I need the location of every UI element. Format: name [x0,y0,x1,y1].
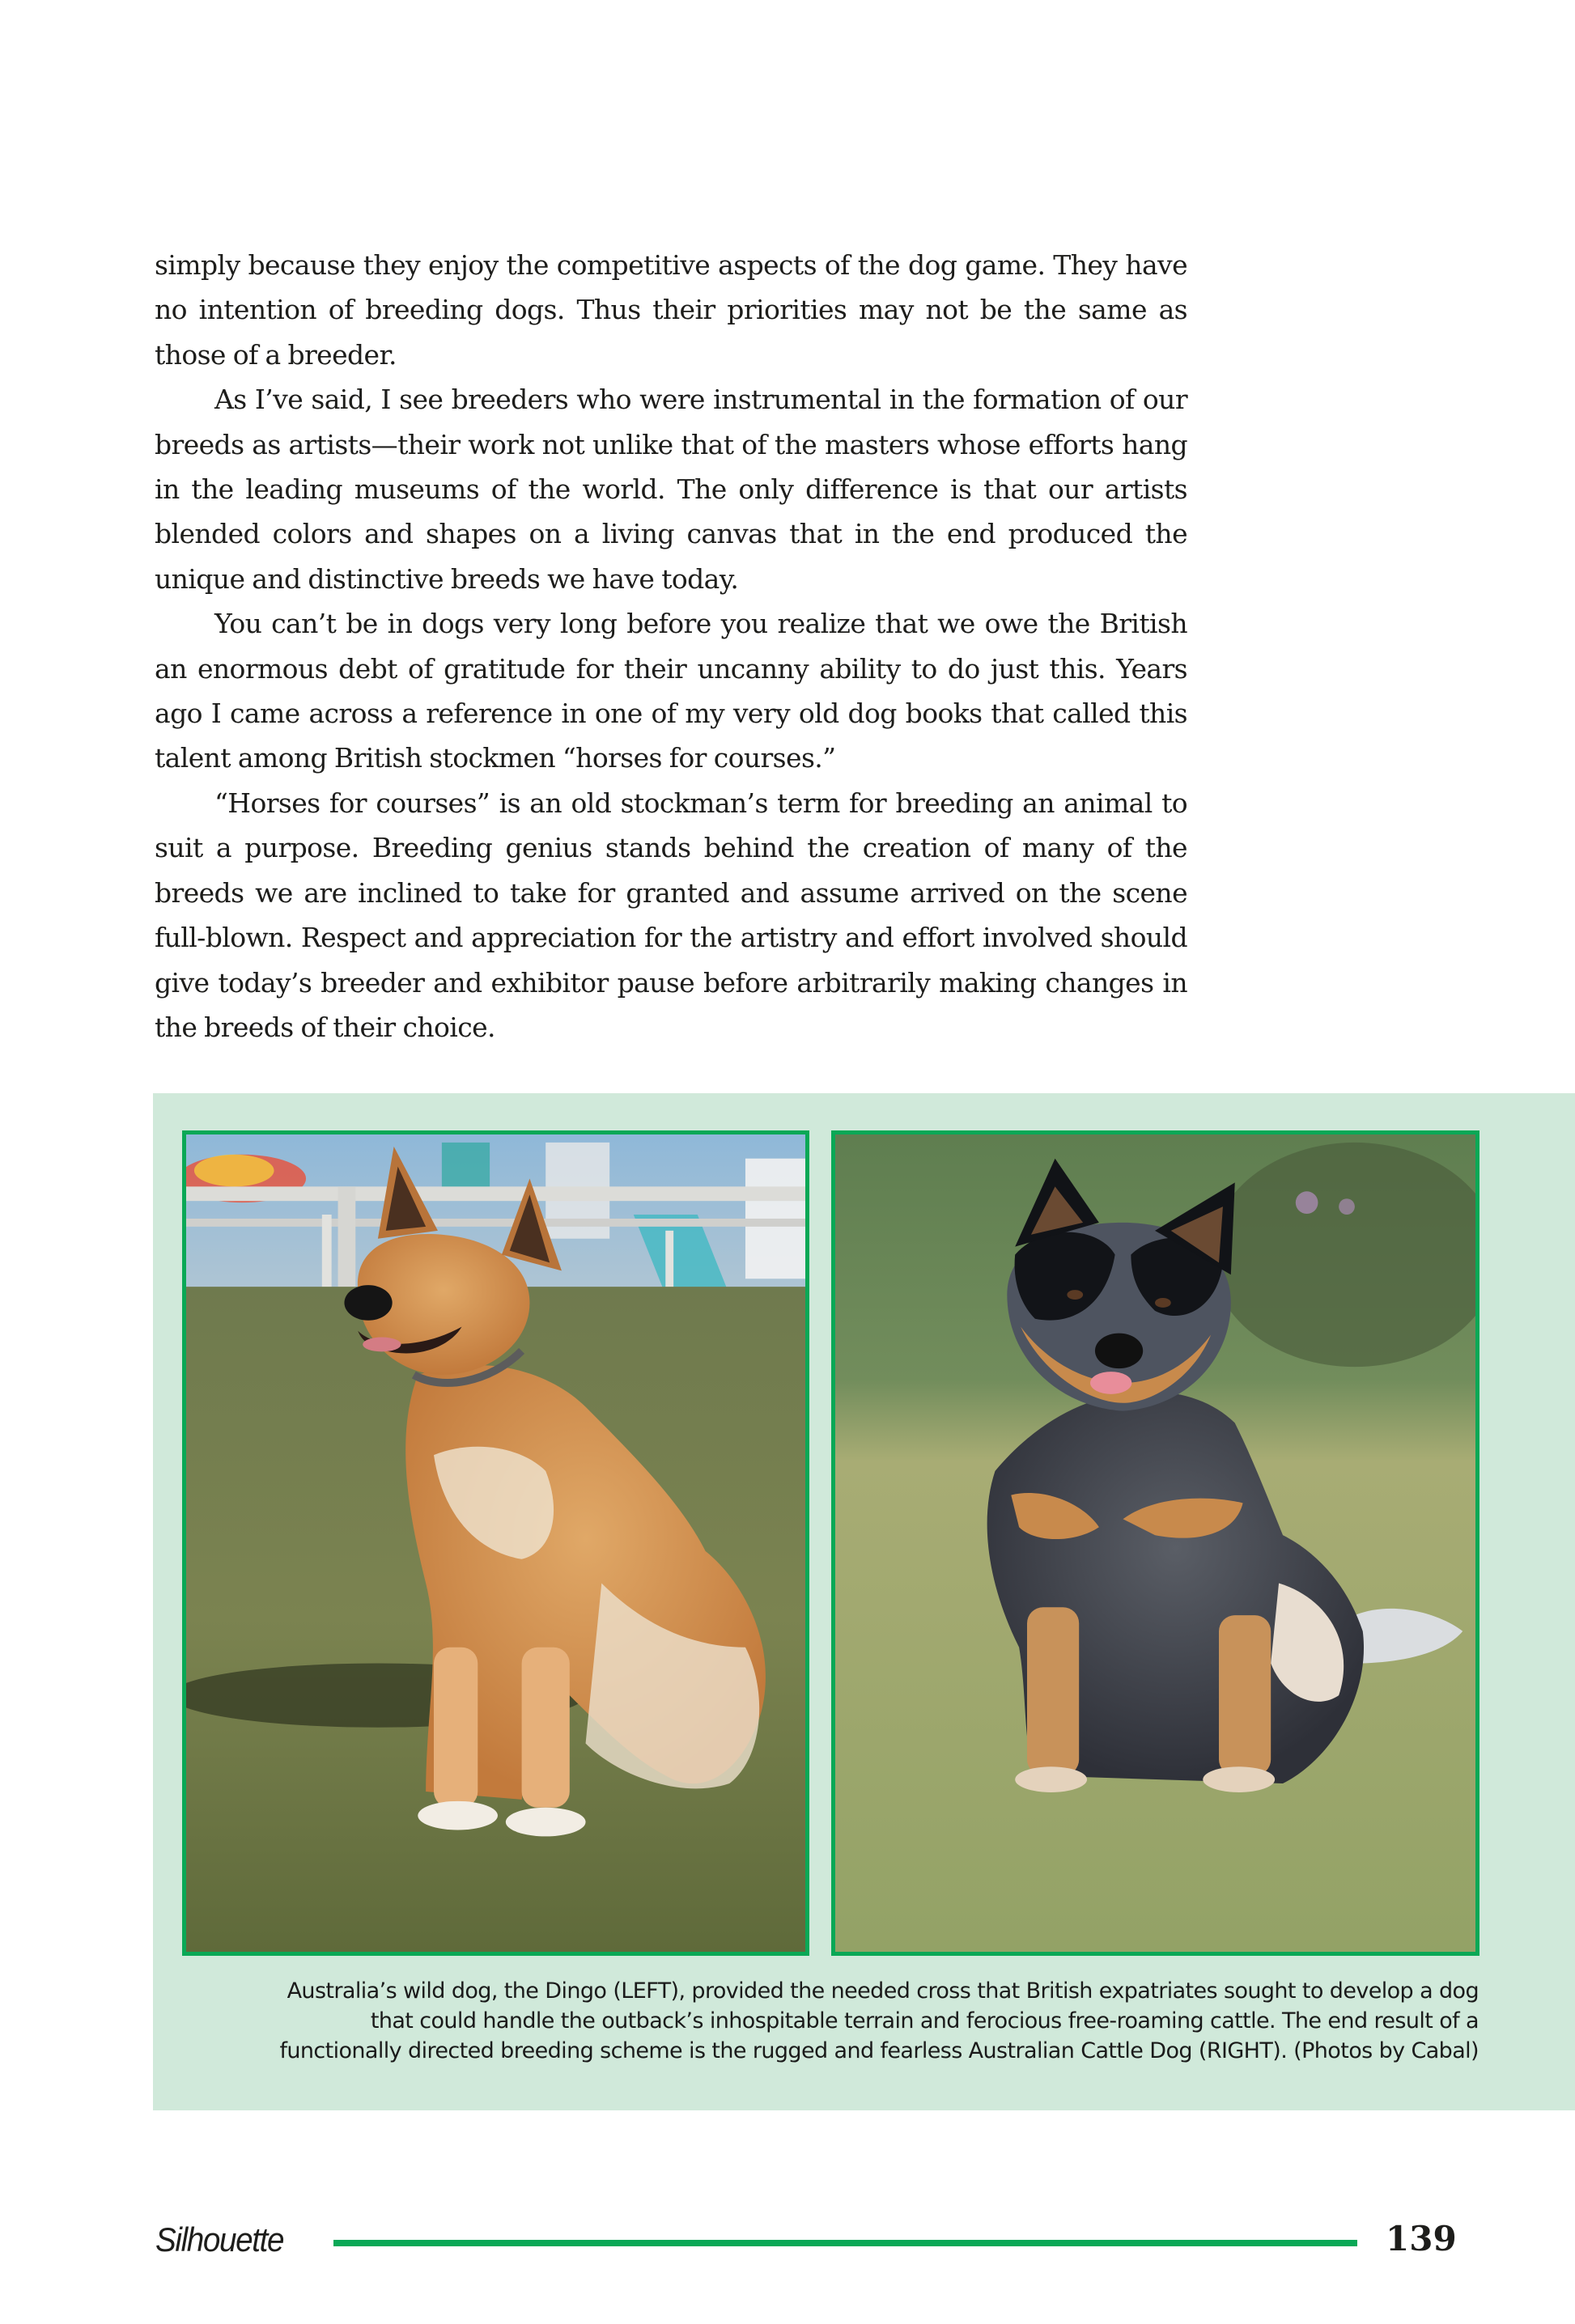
dingo-photo-illustration [186,1134,805,1952]
caption-line: functionally directed breeding scheme is the rugged and fearless Australian Cattle Dog (RIGHT). (Photos by Cabal) [279,2038,1479,2063]
cattle-dog-photo [831,1130,1479,1956]
paragraph: You can’t be in dogs very long before you realize that we owe the British an enormous debt of gratitude for their uncanny ability to do just this. Years ago I came across a reference in one of my very old dog books that called this talent among British stockmen “horses for courses.” [155,608,1187,774]
body-text [155,243,1187,1050]
footer-rule [333,2240,1357,2246]
dingo-photo [182,1130,809,1956]
page-number: 139 [1386,2219,1457,2258]
paragraph: simply because they enjoy the competitive aspects of the dog game. They have no intention of breeding dogs. Thus their priorities may not be the same as those of a breeder. [155,249,1187,371]
cattle-dog-photo-illustration [835,1134,1475,1952]
caption-line: Australia’s wild dog, the Dingo (LEFT), provided the needed cross that British expatriates sought to develop a dog [287,1978,1479,2004]
paragraph: As I’ve said, I see breeders who were instrumental in the formation of our breeds as artists—their work not unlike that of the masters whose efforts hang in the leading museums of the world. The only difference is that our artists blended colors and shapes on a living canvas that in the end produced the unique and distinctive breeds we have today. [155,384,1187,595]
figure-caption [194,1976,1479,2066]
paragraph: “Horses for courses” is an old stockman’s term for breeding an animal to suit a purpose. Breeding genius stands behind the creation of many of the breeds we are inclined to take for granted and assume arrived on the scene full-blown. Respect and appreciation for the artistry and effort involved should give today’s breeder and exhibitor pause before arbitrarily making changes in the breeds of their choice. [155,787,1187,1043]
caption-line: that could handle the outback’s inhospitable terrain and ferocious free-roaming cattle. The end result of a [370,2008,1479,2034]
running-footer-title: Silhouette [155,2220,284,2258]
